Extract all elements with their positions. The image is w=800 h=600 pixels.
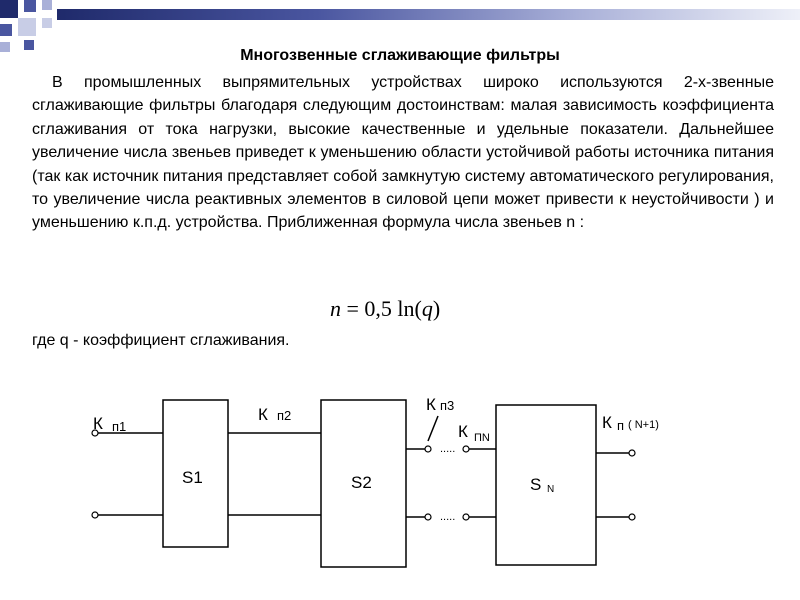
terminal	[629, 450, 635, 456]
formula-close: )	[432, 296, 441, 321]
formula-eq: = 0,5	[341, 296, 398, 321]
block-sn-label: S	[530, 475, 542, 494]
terminal	[92, 512, 98, 518]
terminal	[425, 514, 431, 520]
kpn-main: К	[458, 422, 468, 441]
formula-where: где q - коэффициент сглаживания.	[32, 332, 290, 349]
kp1-sub: п1	[112, 419, 127, 434]
formula-arg: q	[421, 296, 433, 321]
block-sn	[496, 405, 596, 565]
block-s1-label: S1	[182, 468, 203, 487]
terminal	[425, 446, 431, 452]
kp3-main: К	[426, 395, 436, 414]
terminal	[463, 446, 469, 452]
slide-title: Многозвенные сглаживающие фильтры	[240, 47, 560, 64]
formula-open: (	[414, 296, 422, 321]
kp3-sub: п3	[440, 398, 455, 413]
body-paragraph: В промышленных выпрямительных устройствах широко используются 2-х-звенные сглаживающие фильтры благодаря следующим достоинствам: малая зависимость коэффициента сглаживания от тока нагрузки, высокие качественные и удельные показатели. Дальнейшее увеличение числа звеньев приведет к уменьшению области устойчивой работы источника питания (так как источник питания представляет собой замкнутую систему автоматического регулирования, то увеличение числа реактивных элементов в силовой цепи может привести к неустойчивости ) и уменьшению к.п.д. устройства. Приближенная формула числа звеньев n :	[32, 74, 774, 232]
kpn1-main: К	[602, 413, 612, 432]
slash-mark	[428, 416, 438, 441]
formula-lhs: n	[330, 296, 341, 321]
kp1-main: К	[93, 414, 103, 433]
kp2-main: К	[258, 405, 268, 424]
terminal	[629, 514, 635, 520]
formula-func: ln	[397, 296, 415, 321]
kp2-sub: п2	[277, 408, 292, 423]
terminal	[463, 514, 469, 520]
block-sn-sub: N	[547, 484, 555, 495]
dots-top: .....	[440, 443, 456, 455]
dots-bottom: .....	[440, 511, 456, 523]
block-s2-label: S2	[351, 473, 372, 492]
kpn-sub: ПN	[474, 432, 490, 444]
kpn1-sub2: ( N+1)	[628, 419, 659, 431]
kpn1-sub: п	[617, 418, 625, 433]
